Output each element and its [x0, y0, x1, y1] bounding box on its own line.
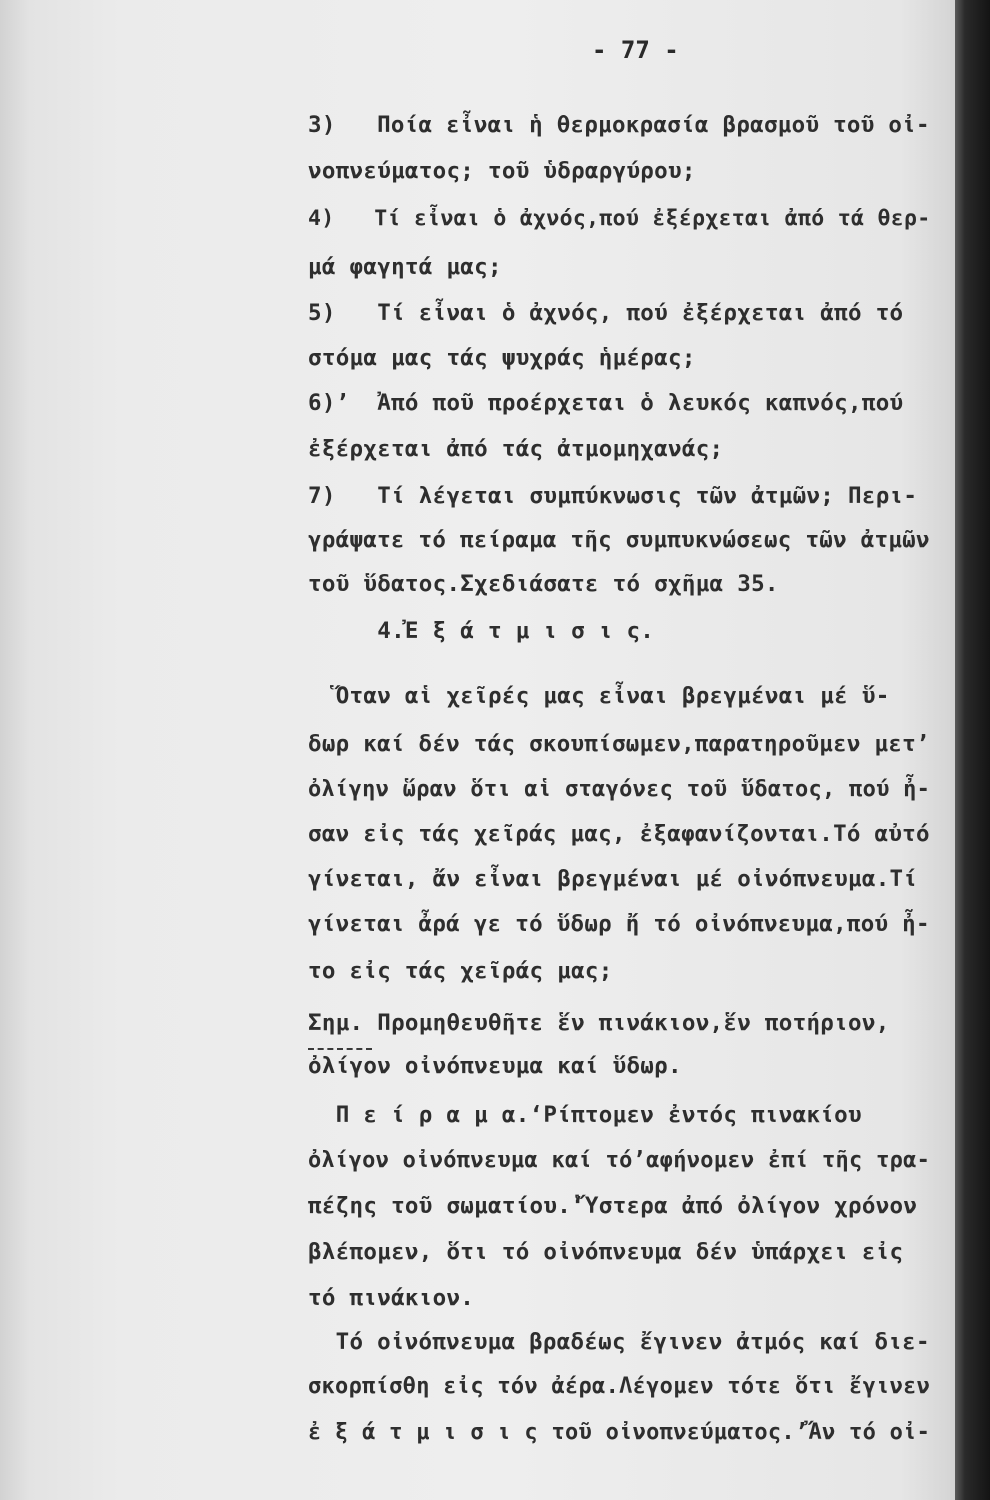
text-line-24: πέζης τοῦ σωματίου.‘Ὕστερα ἀπό ὀλίγον χρόνον [308, 1193, 918, 1219]
note-line-2: ὀλίγον οἰνόπνευμα καί ὕδωρ. [308, 1053, 682, 1079]
text-line-2: νοπνεύματος; τοῦ ὑδραργύρου; [308, 158, 696, 184]
text-line-19: το εἰς τάς χεῖράς μας; [308, 958, 613, 984]
text-line-9: 7) Τί λέγεται συμπύκνωσις τῶν ἀτμῶν; Περι- [308, 483, 918, 509]
text-line-26: τό πινάκιον. [308, 1285, 475, 1311]
text-line-4: μά φαγητά μας; [308, 254, 502, 280]
text-line-22: Π ε ί ρ α μ α.‘Ρίπτομεν ἐντός πινακίου [308, 1102, 862, 1128]
text-line-15: ὀλίγην ὥραν ὅτι αἱ σταγόνες τοῦ ὕδατος, πού ἦ- [308, 777, 931, 802]
text-line-14: δωρ καί δέν τάς σκουπίσωμεν,παρατηροῦμεν μετ’ [308, 731, 930, 757]
text-line-23: ὀλίγον οἰνόπνευμα καί τό’αφήνομεν ἐπί τῆς τρα- [308, 1148, 931, 1173]
book-binding-edge [955, 0, 990, 1500]
text-line-3: 4) Τί εἶναι ὁ ἀχνός,πού ἐξέρχεται ἀπό τά θερ- [308, 206, 931, 231]
text-line-25: βλέπομεν, ὅτι τό οἰνόπνευμα δέν ὑπάρχει εἰς [308, 1239, 904, 1265]
note-underline [308, 1048, 372, 1050]
text-line-5: 5) Τί εἶναι ὁ ἀχνός, πού ἐξέρχεται ἀπό τό [308, 300, 904, 326]
text-line-29: ἐ ξ ά τ μ ι σ ι ς τοῦ οἰνοπνεύματος.’Ἄν τό οἰ- [308, 1420, 931, 1445]
text-line-27: Τό οἰνόπνευμα βραδέως ἔγινεν ἀτμός καί διε- [308, 1329, 930, 1355]
text-line-7: 6)’ Ἀπό ποῦ προέρχεται ὁ λευκός καπνός,πού [308, 390, 904, 416]
text-line-8: ἐξέρχεται ἀπό τάς ἀτμομηχανάς; [308, 436, 724, 462]
text-line-18: γίνεται ἆρά γε τό ὕδωρ ἤ τό οἰνόπνευμα,πού ἦ- [308, 911, 930, 937]
section-heading: 4.Ἐ ξ ά τ μ ι σ ι ς. [308, 618, 655, 644]
page-number: - 77 - [592, 36, 679, 64]
text-line-1: 3) Ποία εἶναι ἡ θερμοκρασία βρασμοῦ τοῦ οἰ- [308, 112, 930, 138]
text-line-17: γίνεται, ἄν εἶναι βρεγμέναι μέ οἰνόπνευμα.Τί [308, 866, 918, 892]
text-line-13: Ὅταν αἱ χεῖρές μας εἶναι βρεγμέναι μέ ὕ- [308, 683, 890, 709]
text-line-11: τοῦ ὕδατος.Σχεδιάσατε τό σχῆμα 35. [308, 571, 779, 597]
text-line-16: σαν εἰς τάς χεῖράς μας, ἐξαφανίζονται.Τό αὐτό [308, 821, 930, 847]
text-line-6: στόμα μας τάς ψυχράς ἡμέρας; [308, 345, 696, 371]
text-line-10: γράψατε τό πείραμα τῆς συμπυκνώσεως τῶν ἀτμῶν [308, 527, 930, 553]
note-line-1: Σημ. Προμηθευθῆτε ἕν πινάκιον,ἕν ποτήριον, [308, 1010, 890, 1036]
text-line-28: σκορπίσθη εἰς τόν ἀέρα.Λέγομεν τότε ὅτι ἔγινεν [308, 1374, 931, 1399]
